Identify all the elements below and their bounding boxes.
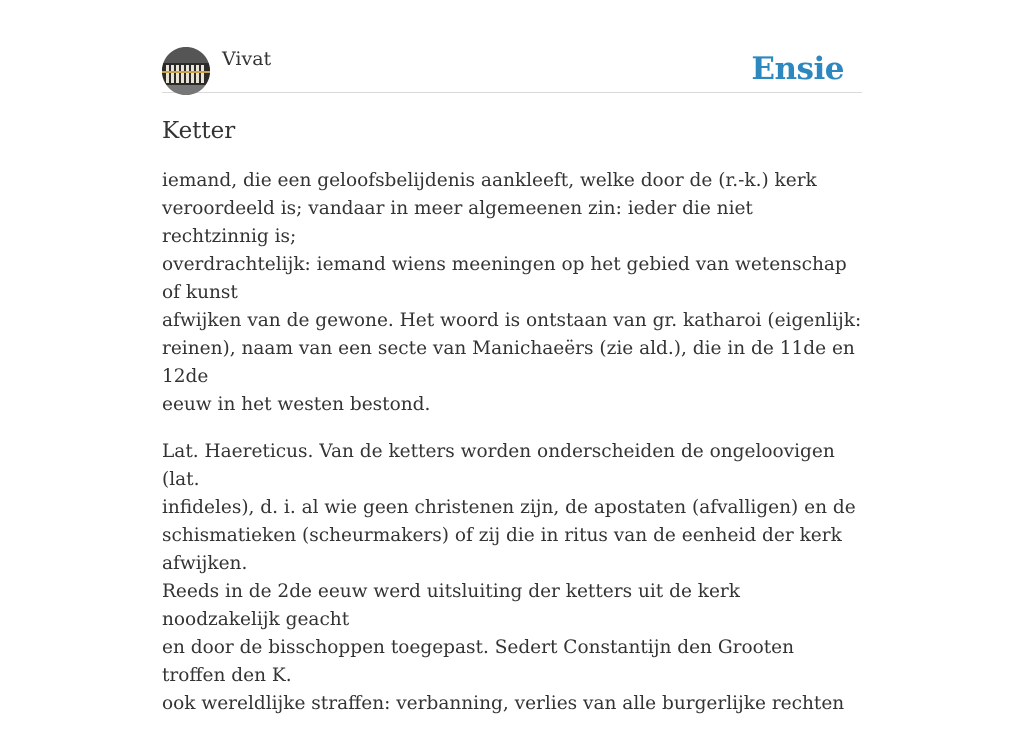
header [162,46,862,93]
text-line: reinen), naam van een secte van Manichaeërs (zie ald.), die in de 11de en 12de [162,338,855,387]
paragraph-2 [162,438,862,718]
text-line: en door de bisschoppen toegepast. Sedert Constantijn den Grooten troffen den K. [162,637,795,686]
text-line: eeuw in het westen bestond. [162,394,431,415]
page [162,46,862,714]
text-line: schismatieken (scheurmakers) of zij die in ritus van de eenheid der kerk afwijken. [162,525,842,574]
text-line: Lat. Haereticus. Van de ketters worden onderscheiden de ongeloovigen (lat. [162,441,835,490]
source-name[interactable]: Vivat [222,48,272,70]
text-line: iemand, die een geloofsbelijdenis aankleeft, welke door de (r.-k.) kerk [162,170,817,191]
ensie-logo[interactable]: Ensie [751,51,844,87]
text-line: afwijken van de gewone. Het woord is ontstaan van gr. katharoi (eigenlijk: [162,310,862,331]
text-line: Reeds in de 2de eeuw werd uitsluiting der ketters uit de kerk noodzakelijk geacht [162,581,740,630]
article-title: Ketter [162,118,236,144]
paragraph-1 [162,167,862,419]
book-spines-icon [162,47,210,95]
article-body [162,167,862,737]
text-line: infideles), d. i. al wie geen christenen zijn, de apostaten (afvalligen) en de [162,497,856,518]
text-line: overdrachtelijk: iemand wiens meeningen op het gebied van wetenschap of kunst [162,254,847,303]
text-line: veroordeeld is; vandaar in meer algemeenen zin: ieder die niet rechtzinnig is; [162,198,753,247]
source-avatar[interactable] [162,47,210,95]
text-line: ook wereldlijke straffen: verbanning, verlies van alle burgerlijke rechten [162,693,845,714]
